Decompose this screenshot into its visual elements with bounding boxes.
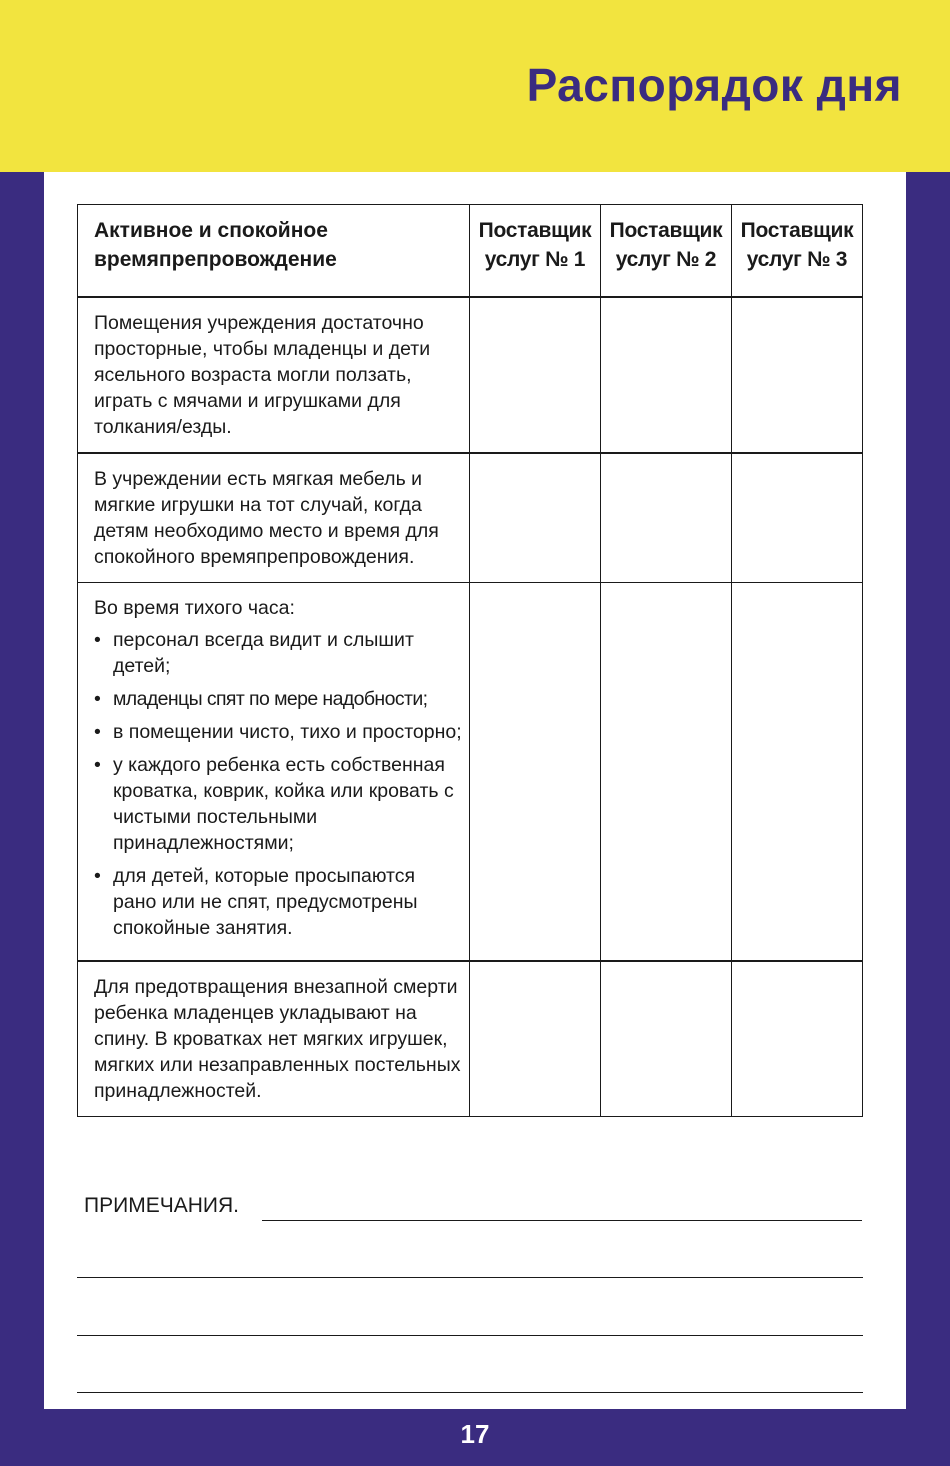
content-sheet: [44, 172, 906, 1409]
criterion-bullet-list: [94, 627, 463, 941]
table-header-row: [78, 205, 863, 298]
provider-2-check-cell[interactable]: [601, 961, 732, 1117]
bullet-item: • в помещении чисто, тихо и просторно;: [94, 719, 463, 745]
table-row: [78, 453, 863, 583]
criterion-cell: [78, 297, 470, 453]
provider-3-check-cell[interactable]: [732, 583, 863, 962]
criterion-cell: [78, 453, 470, 583]
table-row: [78, 961, 863, 1117]
bullet-item: • у каждого ребенка есть собственная кроватка, коврик, койка или кровать с чистыми постельными принадлежностями;: [94, 752, 463, 856]
column-header-activity: Активное и спокойное времяпрепровождение: [78, 205, 470, 298]
bullet-item: • персонал всегда видит и слышит детей;: [94, 627, 463, 679]
bullet-item: • для детей, которые просыпаются рано или не спят, предусмотрены спокойные занятия.: [94, 863, 463, 941]
provider-1-check-cell[interactable]: [470, 297, 601, 453]
provider-3-check-cell[interactable]: [732, 297, 863, 453]
provider-1-check-cell[interactable]: [470, 453, 601, 583]
provider-2-check-cell[interactable]: [601, 453, 732, 583]
criterion-intro: Во время тихого часа:: [94, 597, 295, 619]
notes-line[interactable]: [77, 1277, 863, 1278]
table-row: [78, 583, 863, 962]
provider-3-check-cell[interactable]: [732, 961, 863, 1117]
page-title: Распорядок дня: [526, 59, 902, 111]
bullet-item: • младенцы спят по мере надобности;: [94, 686, 463, 712]
notes-label: ПРИМЕЧАНИЯ.: [84, 1194, 239, 1217]
provider-2-check-cell[interactable]: [601, 297, 732, 453]
provider-1-check-cell[interactable]: [470, 961, 601, 1117]
criterion-text: Помещения учреждения достаточно просторные, чтобы младенцы и дети ясельного возраста могли ползать, играть с мячами и игрушками для толкания/езды.: [94, 312, 431, 438]
notes-line[interactable]: [77, 1335, 863, 1336]
column-header-provider-2: Поставщик услуг № 2: [601, 205, 732, 298]
criterion-text: Для предотвращения внезапной смерти ребенка младенцев укладывают на спину. В кроватках нет мягких игрушек, мягких или незаправленных постельных принадлежностей.: [94, 976, 461, 1102]
provider-3-check-cell[interactable]: [732, 453, 863, 583]
provider-2-check-cell[interactable]: [601, 583, 732, 962]
criterion-text: В учреждении есть мягкая мебель и мягкие игрушки на тот случай, когда детям необходимо место и время для спокойного времяпрепровождения.: [94, 468, 439, 568]
column-header-provider-3: Поставщик услуг № 3: [732, 205, 863, 298]
provider-1-check-cell[interactable]: [470, 583, 601, 962]
column-header-provider-1: Поставщик услуг № 1: [470, 205, 601, 298]
notes-line[interactable]: [77, 1392, 863, 1393]
page-number: 17: [460, 1419, 490, 1449]
criterion-cell: [78, 583, 470, 962]
table-row: [78, 297, 863, 453]
criterion-cell: [78, 961, 470, 1117]
notes-line[interactable]: [262, 1220, 862, 1221]
checklist-table: [77, 204, 863, 1117]
